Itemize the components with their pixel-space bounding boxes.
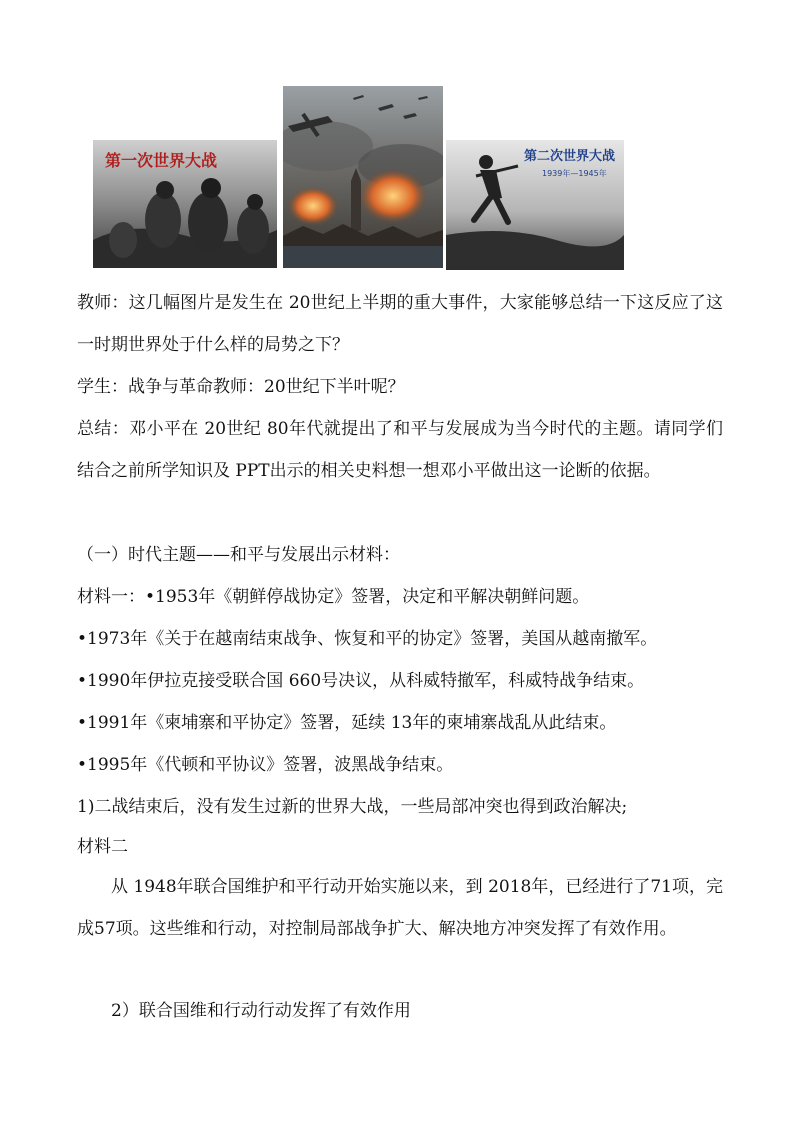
image-row: [0, 86, 794, 272]
section-heading: （一）时代主题——和平与发展出示材料：: [77, 545, 400, 565]
material-one-item-1990: •1990年伊拉克接受联合国 660号决议，从科威特撤军，科威特战争结束。: [77, 671, 645, 691]
ww1-caption: 第一次世界大战: [105, 151, 218, 170]
ww2-photo: [446, 140, 624, 270]
paragraph-student-answer: 学生：战争与革命教师：20世纪下半叶呢？: [77, 377, 405, 397]
paragraph-teacher-question: 教师：这几幅图片是发生在 20世纪上半期的重大事件，大家能够总结一下这反应了这一时期世界处于什么样的局势之下？: [77, 293, 723, 355]
conclusion-one: 1)二战结束后，没有发生过新的世界大战，一些局部冲突也得到政治解决;: [77, 797, 628, 817]
material-one-item-1995: •1995年《代顿和平协议》签署，波黑战争结束。: [77, 755, 454, 775]
material-two-label: 材料二: [77, 837, 128, 857]
ww2-years: 1939年—1945年: [542, 169, 607, 178]
paragraph-summary: 总结：邓小平在 20世纪 80年代就提出了和平与发展成为当今时代的主题。请同学们结合之前所学知识及 PPT出示的相关史料想一想邓小平做出这一论断的依据。: [77, 419, 723, 481]
ww1-photo: [93, 140, 277, 268]
ww2-caption: 第二次世界大战: [524, 149, 616, 164]
bombing-photo: [283, 86, 443, 268]
material-one-item-1991: •1991年《柬埔寨和平协定》签署，延续 13年的柬埔寨战乱从此结束。: [77, 713, 617, 733]
material-one-item-1973: •1973年《关于在越南结束战争、恢复和平的协定》签署，美国从越南撤军。: [77, 629, 658, 649]
conclusion-two: 2）联合国维和行动行动发挥了有效作用: [111, 1001, 411, 1021]
material-two-text: 从 1948年联合国维护和平行动开始实施以来，到 2018年，已经进行了71项，完成57项。这些维和行动，对控制局部战争扩大、解决地方冲突发挥了有效作用。: [77, 877, 723, 939]
material-one-item-1953: 材料一：•1953年《朝鲜停战协定》签署，决定和平解决朝鲜问题。: [77, 587, 590, 607]
